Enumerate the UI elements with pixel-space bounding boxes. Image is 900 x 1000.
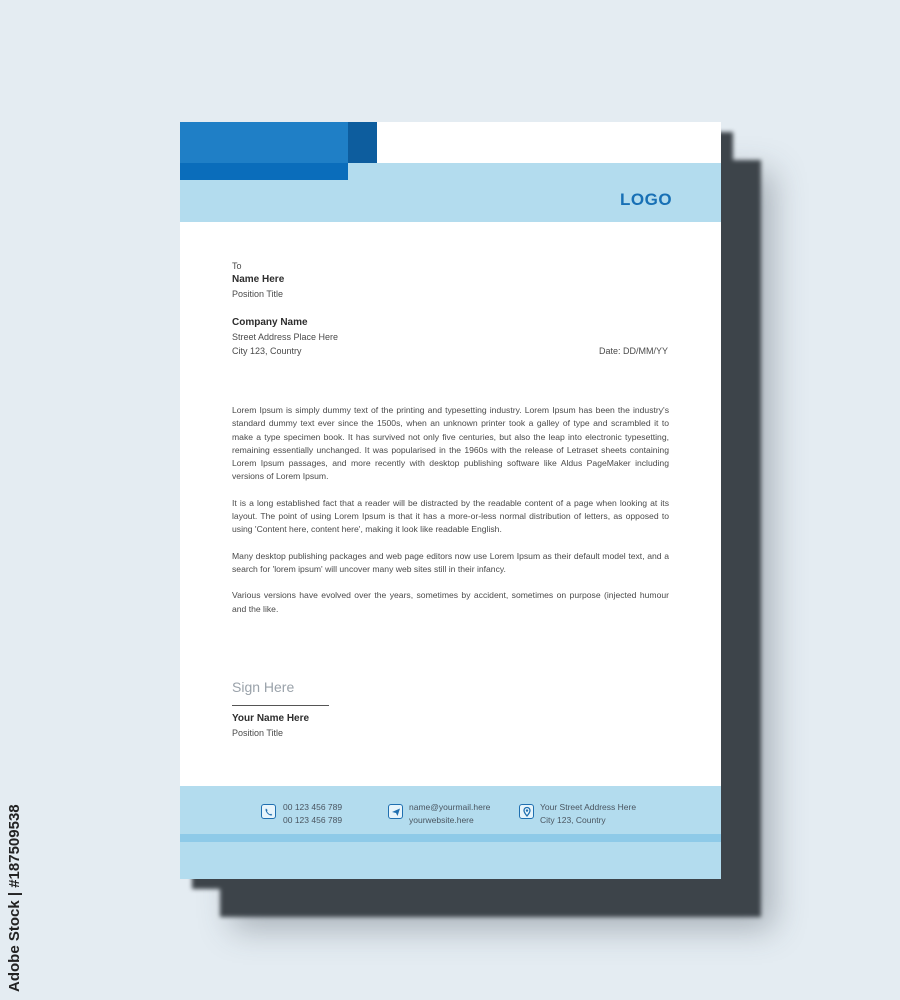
recipient-name: Name Here <box>232 274 285 285</box>
footer-email[interactable]: name@yourmail.here <box>409 802 491 812</box>
signature-line <box>232 705 329 706</box>
body-paragraph: It is a long established fact that a reader will be distracted by the readable content of a page when looking at its layout. The point of using Lorem Ipsum is that it has a more-or-less normal distribution of letters, as opposed to using 'Content here, content here', making it look like readable English. <box>232 497 669 535</box>
street-address: Street Address Place Here <box>232 332 339 342</box>
body-paragraph: Many desktop publishing packages and web page editors now use Lorem Ipsum as their default model text, and a search for 'lorem ipsum' will uncover many web sites still in their infancy. <box>232 550 669 574</box>
footer-contact <box>409 801 490 827</box>
signer-position: Position Title <box>232 728 284 738</box>
to-label: To <box>232 261 242 271</box>
city-country: City 123, Country <box>232 346 302 356</box>
header-block-dark <box>180 163 348 180</box>
phone-number-2: 00 123 456 789 <box>283 815 343 825</box>
footer-stripe <box>180 834 721 842</box>
logo: LOGO <box>620 190 673 209</box>
address-line-1: Your Street Address Here <box>540 802 637 812</box>
body-paragraph: Lorem Ipsum is simply dummy text of the printing and typesetting industry. Lorem Ipsum has been the industry's standard dummy text ever since the 1500s, when an unknown printer took a galley of type and scrambled it to make a type specimen book. It has survived not only five centuries, but also the leap into electronic typesetting, remaining essentially unchanged. It was popularised in the 1960s with the release of Letraset sheets containing Lorem Ipsum passages, and more recently with desktop publishing software like Aldus PageMaker including versions of Lorem Ipsum. <box>232 405 669 482</box>
signer-name: Your Name Here <box>232 713 310 724</box>
sign-here: Sign Here <box>232 679 295 695</box>
header-block-accent <box>348 122 377 163</box>
phone-icon <box>261 804 276 819</box>
letter-body <box>232 404 669 629</box>
address-line-2: City 123, Country <box>540 815 606 825</box>
company-name: Company Name <box>232 317 308 328</box>
phone-number-1: 00 123 456 789 <box>283 802 343 812</box>
letterhead-page <box>180 122 721 879</box>
footer-band <box>180 786 721 879</box>
send-icon <box>388 804 403 819</box>
footer-phone <box>283 801 342 827</box>
stock-watermark: Adobe Stock | #187509538 <box>6 804 23 992</box>
recipient-position: Position Title <box>232 289 284 299</box>
letter-date: Date: DD/MM/YY <box>598 346 668 356</box>
location-pin-icon <box>519 804 534 819</box>
body-paragraph: Various versions have evolved over the years, sometimes by accident, sometimes on purpose (injected humour and the like. <box>232 590 669 614</box>
footer-website[interactable]: yourwebsite.here <box>409 815 474 825</box>
footer-address <box>540 801 636 827</box>
